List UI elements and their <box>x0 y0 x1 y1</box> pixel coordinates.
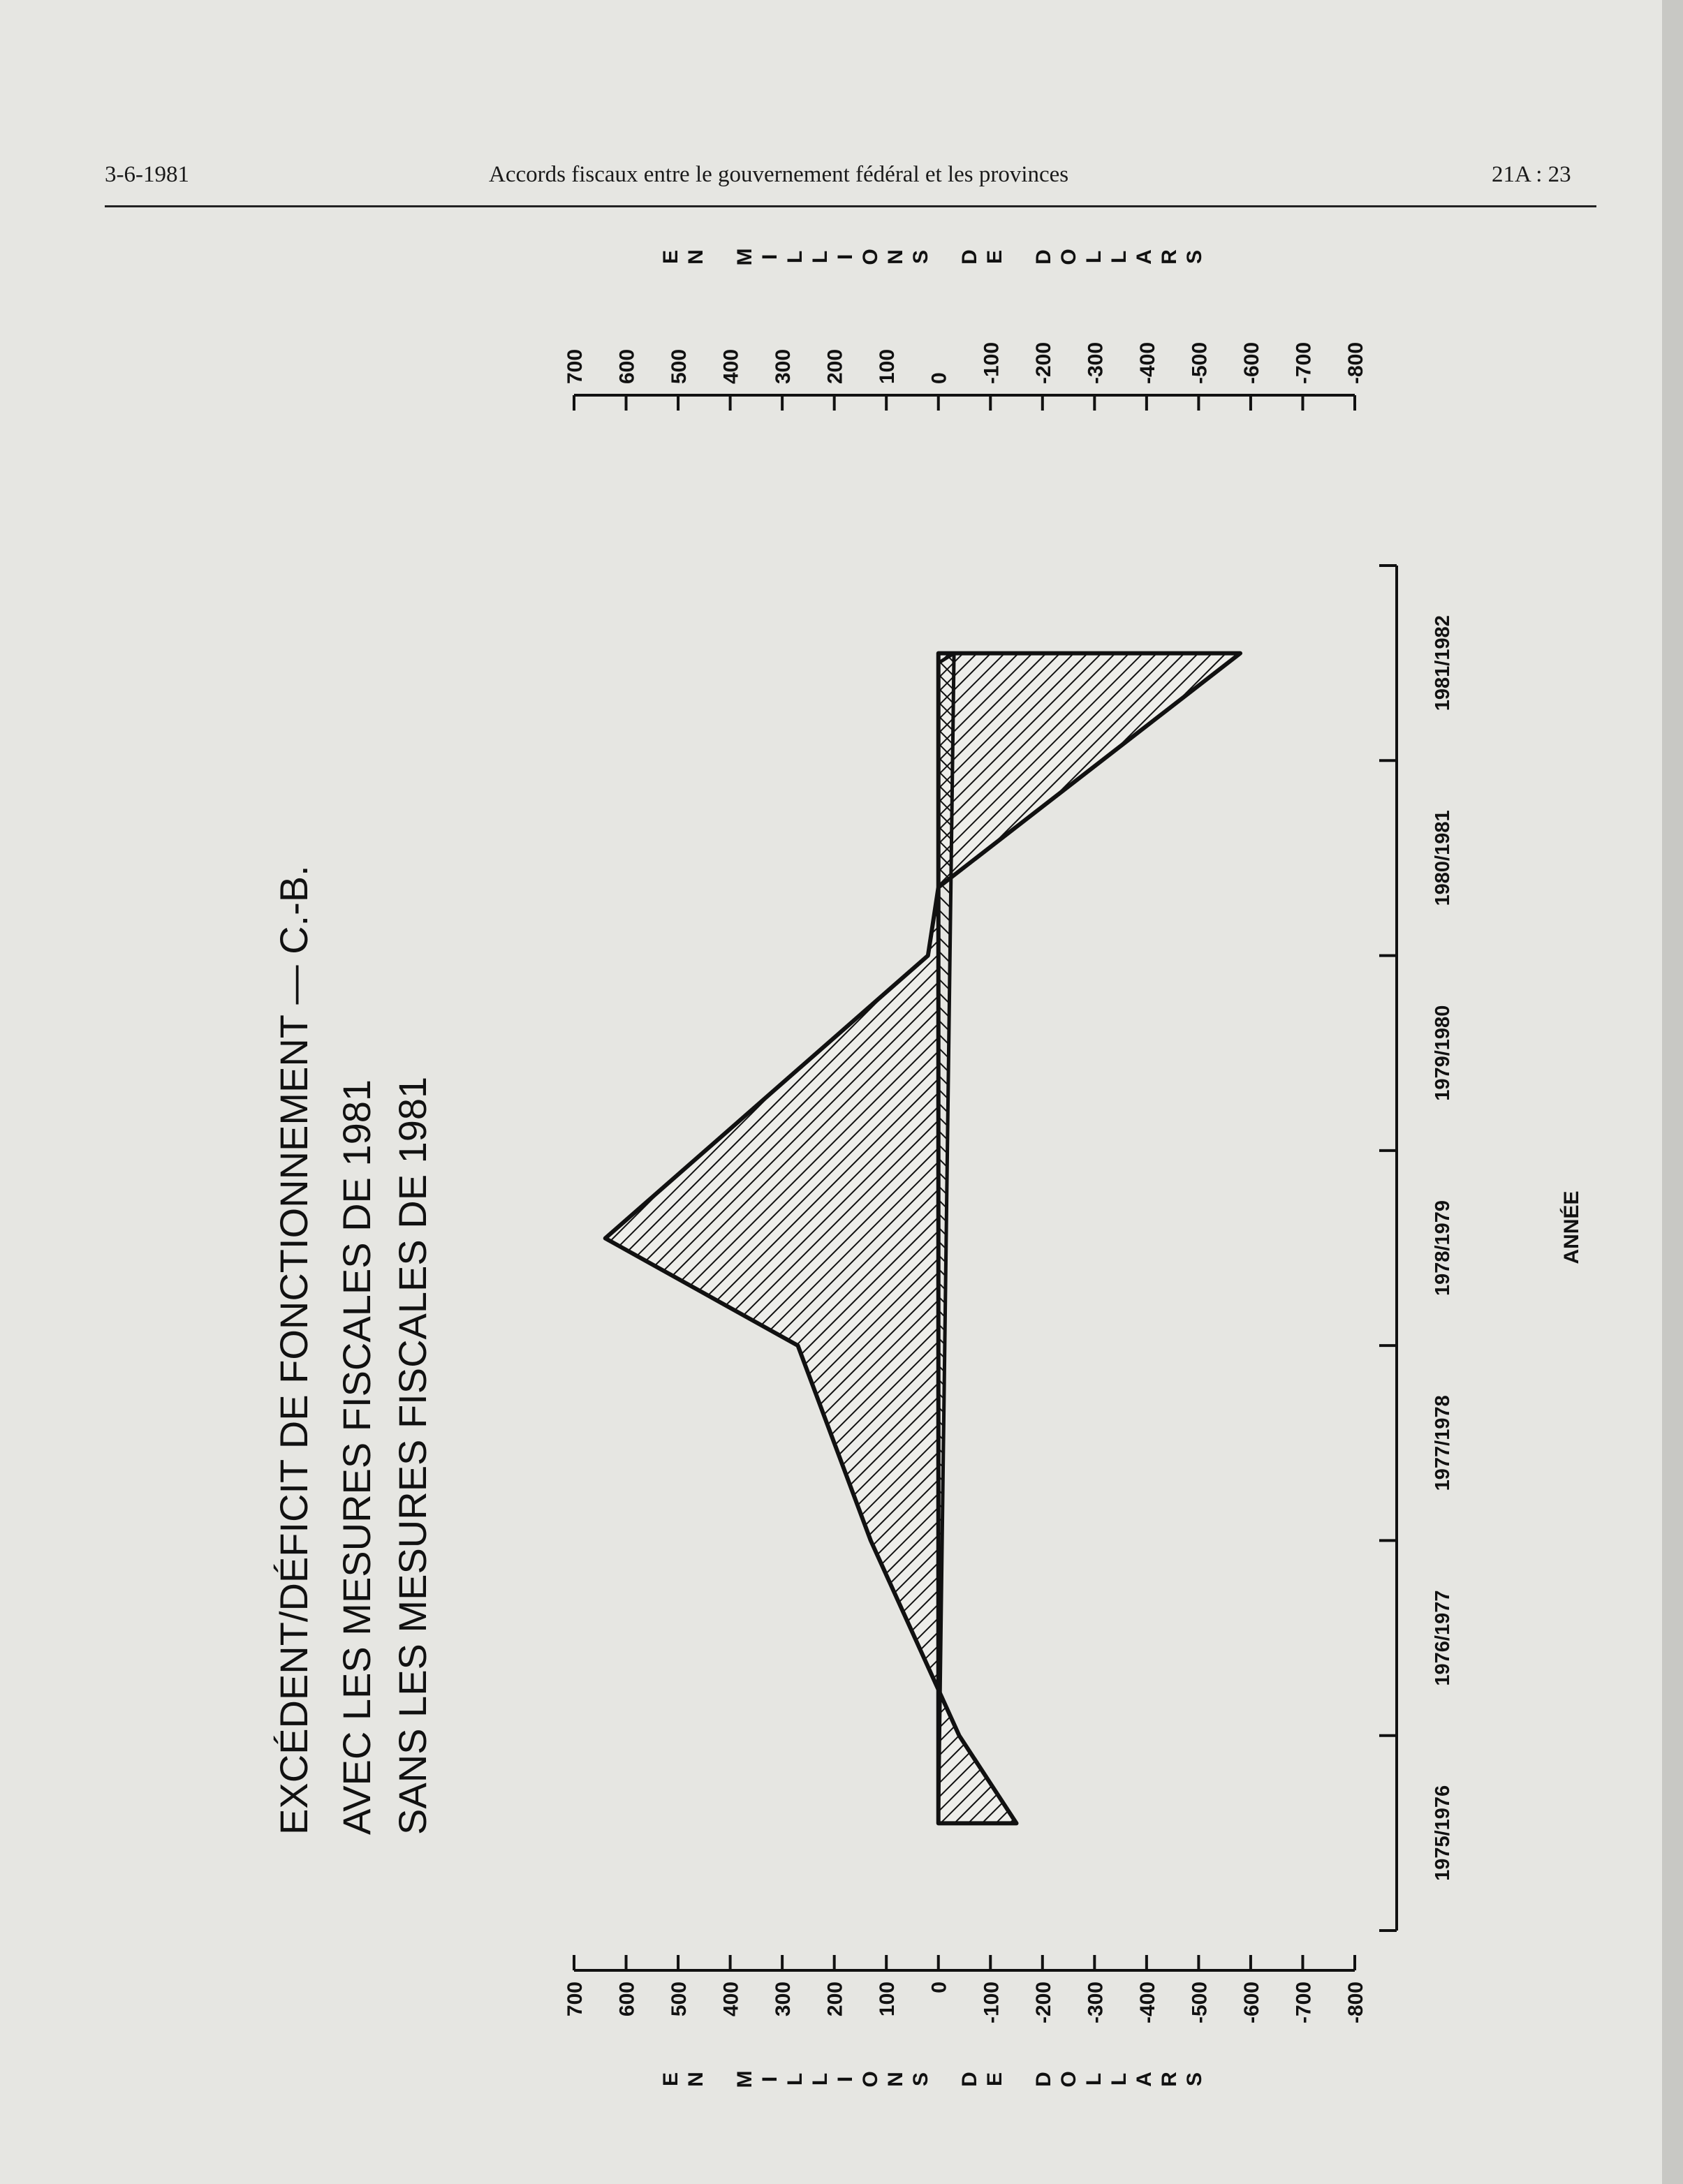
y-axis-label-letter-left: I <box>758 2076 781 2083</box>
y-tick-label-left: 300 <box>772 1982 795 2017</box>
y-axis-label-letter-left: R <box>1158 2072 1181 2087</box>
y-tick-label-right: 0 <box>927 372 951 384</box>
y-axis-label-letter-left: D <box>958 2072 981 2087</box>
y-axis-label-letter-right: E <box>659 249 682 265</box>
y-axis-label-letter-right: I <box>758 253 781 260</box>
y-tick-label-left: 200 <box>823 1982 847 2017</box>
y-tick-label-right: -600 <box>1240 341 1263 384</box>
y-axis-label-letter-left: E <box>659 2072 682 2087</box>
y-tick-label-right: -400 <box>1136 341 1159 384</box>
y-tick-label-left: 500 <box>668 1982 691 2017</box>
y-tick-label-right: -100 <box>980 341 1004 384</box>
y-axis-label-letter-right: A <box>1133 249 1156 265</box>
y-tick-label-right: 200 <box>823 348 847 384</box>
x-tick-label: 1976/1977 <box>1432 1590 1454 1686</box>
header-page-number: 21A : 23 <box>1492 162 1571 187</box>
y-axis-label-letter-left: A <box>1133 2072 1156 2087</box>
y-axis-label-letter-right: O <box>1057 249 1080 265</box>
y-axis-label-letter-right: L <box>809 250 832 264</box>
y-axis-label-letter-left: S <box>909 2072 932 2087</box>
y-axis-label-letter-left: E <box>983 2072 1006 2087</box>
y-axis-label-letter-left: S <box>1183 2072 1206 2087</box>
y-tick-label-right: -300 <box>1084 341 1108 384</box>
y-axis-label-letter-left: N <box>884 2072 907 2087</box>
y-tick-label-left: -300 <box>1084 1982 1108 2024</box>
header-title: Accords fiscaux entre le gouvernement fédéral et les provinces <box>489 162 1069 187</box>
y-axis-label-letter-right: S <box>909 249 932 265</box>
chart-subtitle-without: SANS LES MESURES FISCALES DE 1981 <box>390 1076 434 1835</box>
y-tick-label-left: 600 <box>615 1982 639 2017</box>
y-axis-label-letter-left: L <box>1108 2072 1131 2086</box>
y-tick-label-right: 100 <box>876 348 899 384</box>
x-tick-label: 1978/1979 <box>1432 1200 1454 1297</box>
y-tick-label-right: 500 <box>668 348 691 384</box>
y-tick-label-right: -200 <box>1031 341 1055 384</box>
header-date: 3-6-1981 <box>105 162 189 187</box>
y-axis-label-letter-right: R <box>1158 249 1181 265</box>
y-tick-label-right: 700 <box>564 348 587 384</box>
x-axis-label: ANNÉE <box>1560 1190 1583 1264</box>
y-axis-label-letter-right: D <box>958 249 981 265</box>
series-sans-area <box>605 654 1240 1824</box>
y-axis-label-letter-right: D <box>1032 249 1055 265</box>
y-tick-label-right: -500 <box>1188 341 1212 384</box>
y-axis-label-letter-right: L <box>1082 250 1105 264</box>
series-avec-area <box>939 654 954 1824</box>
chart-subtitle-with: AVEC LES MESURES FISCALES DE 1981 <box>335 1079 379 1835</box>
y-tick-label-left: 400 <box>719 1982 743 2017</box>
y-tick-label-left: -400 <box>1136 1982 1159 2024</box>
y-axis-label-letter-left: M <box>733 2070 756 2088</box>
y-tick-label-right: 600 <box>615 348 639 384</box>
y-axis-label-letter-right: E <box>983 249 1006 265</box>
y-tick-label-right: -800 <box>1344 341 1367 384</box>
x-tick-label: 1977/1978 <box>1432 1395 1454 1491</box>
y-tick-label-left: 700 <box>564 1982 587 2017</box>
y-axis-label-letter-left: L <box>1082 2072 1105 2086</box>
y-axis-label-letter-right: L <box>1108 250 1131 264</box>
y-tick-label-left: -700 <box>1292 1982 1316 2024</box>
y-tick-label-left: -500 <box>1188 1982 1212 2024</box>
y-axis-label-letter-right: L <box>784 250 807 264</box>
y-tick-label-left: -600 <box>1240 1982 1263 2024</box>
y-tick-label-right: -700 <box>1292 341 1316 384</box>
chart-title: EXCÉDENT/DÉFICIT DE FONCTIONNEMENT — C.-B. <box>272 865 316 1835</box>
x-tick-label: 1980/1981 <box>1432 810 1454 906</box>
y-axis-label-letter-left: O <box>859 2071 882 2088</box>
y-axis-label-letter-left: N <box>684 2072 707 2087</box>
y-tick-label-left: 100 <box>876 1982 899 2017</box>
y-axis-label-letter-right: M <box>733 248 756 266</box>
y-axis-label-letter-left: L <box>809 2072 832 2086</box>
y-axis-label-letter-right: N <box>884 249 907 265</box>
y-axis-label-letter-left: L <box>784 2072 807 2086</box>
y-tick-label-left: 0 <box>927 1982 951 1993</box>
x-tick-label: 1975/1976 <box>1432 1785 1454 1881</box>
y-axis-label-letter-left: D <box>1032 2072 1055 2087</box>
y-tick-label-right: 400 <box>719 348 743 384</box>
y-tick-label-right: 300 <box>772 348 795 384</box>
x-tick-label: 1981/1982 <box>1432 615 1454 711</box>
x-tick-label: 1979/1980 <box>1432 1005 1454 1101</box>
y-axis-label-letter-right: I <box>834 253 857 260</box>
y-tick-label-left: -200 <box>1031 1982 1055 2024</box>
y-axis-label-letter-right: N <box>684 249 707 265</box>
y-axis-label-letter-right: O <box>859 249 882 265</box>
y-axis-label-letter-left: I <box>834 2076 857 2083</box>
y-axis-label-letter-right: S <box>1183 249 1206 265</box>
y-tick-label-left: -800 <box>1344 1982 1367 2024</box>
y-tick-label-left: -100 <box>980 1982 1004 2024</box>
y-axis-label-letter-left: O <box>1057 2071 1080 2088</box>
